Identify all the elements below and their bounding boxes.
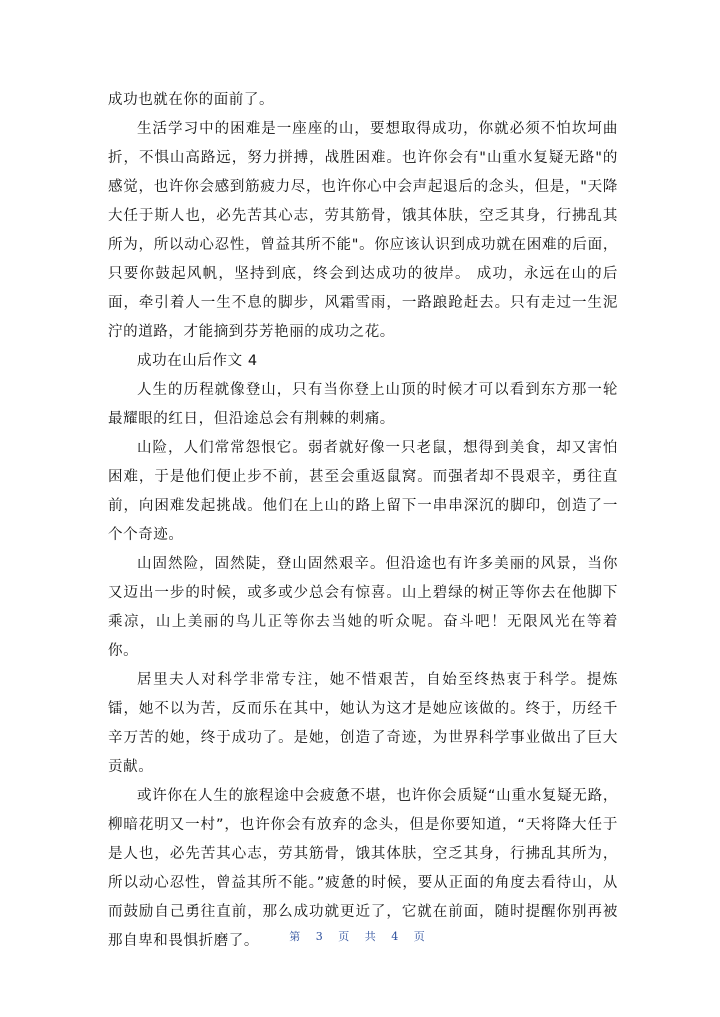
paragraph-3: 人生的历程就像登山，只有当你登上山顶的时候才可以看到东方那一轮最耀眼的红日，但沿途总会有荆棘的刺痛。 [108, 382, 618, 427]
paragraph-7: 或许你在人生的旅程途中会疲惫不堪，也许你会质疑“山重水复疑无路，柳暗花明又一村”，也许你会有放弃的念头，但是你要知道，“天将降大任于是人也，必先苦其心志，劳其筋骨，饿其体肤，空乏其身，行拂乱其所为，所以动心忍性，曾益其所不能。”疲惫的时候，要从正面的角度去看待山，从而鼓励自己勇往直前，那么成功就更近了，它就在前面，随时提醒你别再被那自卑和畏惧折磨了。 [108, 788, 618, 949]
paragraph-5: 山固然险，固然陡，登山固然艰辛。但沿途也有许多美丽的风景，当你又迈出一步的时候，或多或少总会有惊喜。山上碧绿的树正等你去在他脚下乘凉，山上美丽的鸟儿正等你去当她的听众呢。奋斗吧！无限风光在等着你。 [108, 556, 618, 659]
section-heading: 成功在山后作文 4 [137, 353, 258, 369]
paragraph-6: 居里夫人对科学非常专注，她不惜艰苦，自始至终热衷于科学。提炼镭，她不以为苦，反而乐在其中，她认为这才是她应该做的。终于，历经千辛万苦的她，终于成功了。是她，创造了奇迹，为世界科学事业做出了巨大贡献。 [108, 672, 618, 775]
paragraph-2: 生活学习中的困难是一座座的山，要想取得成功，你就必须不怕坎坷曲折，不惧山高路远，努力拼搏，战胜困难。也许你会有"山重水复疑无路"的感觉，也许你会感到筋疲力尽，也许你心中会声起退后的念头，但是，"天降大任于斯人也，必先苦其心志，劳其筋骨，饿其体肤，空乏其身，行拂乱其所为，所以动心忍性，曾益其所不能"。你应该认识到成功就在困难的后面，只要你鼓起风帆，坚持到底，终会到达成功的彼岸。 成功，永远在山的后面，牵引着人一生不息的脚步，风霜雪雨，一路踉跄赶去。只有走过一生泥泞的道路，才能摘到芬芳艳丽的成功之花。 [108, 121, 618, 340]
document-body [108, 86, 618, 956]
paragraph-1: 成功也就在你的面前了。 [108, 92, 275, 108]
page-number-footer: 第 3 页 共 4 页 [289, 930, 431, 943]
paragraph-4: 山险，人们常常怨恨它。弱者就好像一只老鼠，想得到美食，却又害怕困难，于是他们便止步不前，甚至会重返鼠窝。而强者却不畏艰辛，勇往直前，向困难发起挑战。他们在上山的路上留下一串串深沉的脚印，创造了一个个奇迹。 [108, 440, 618, 543]
